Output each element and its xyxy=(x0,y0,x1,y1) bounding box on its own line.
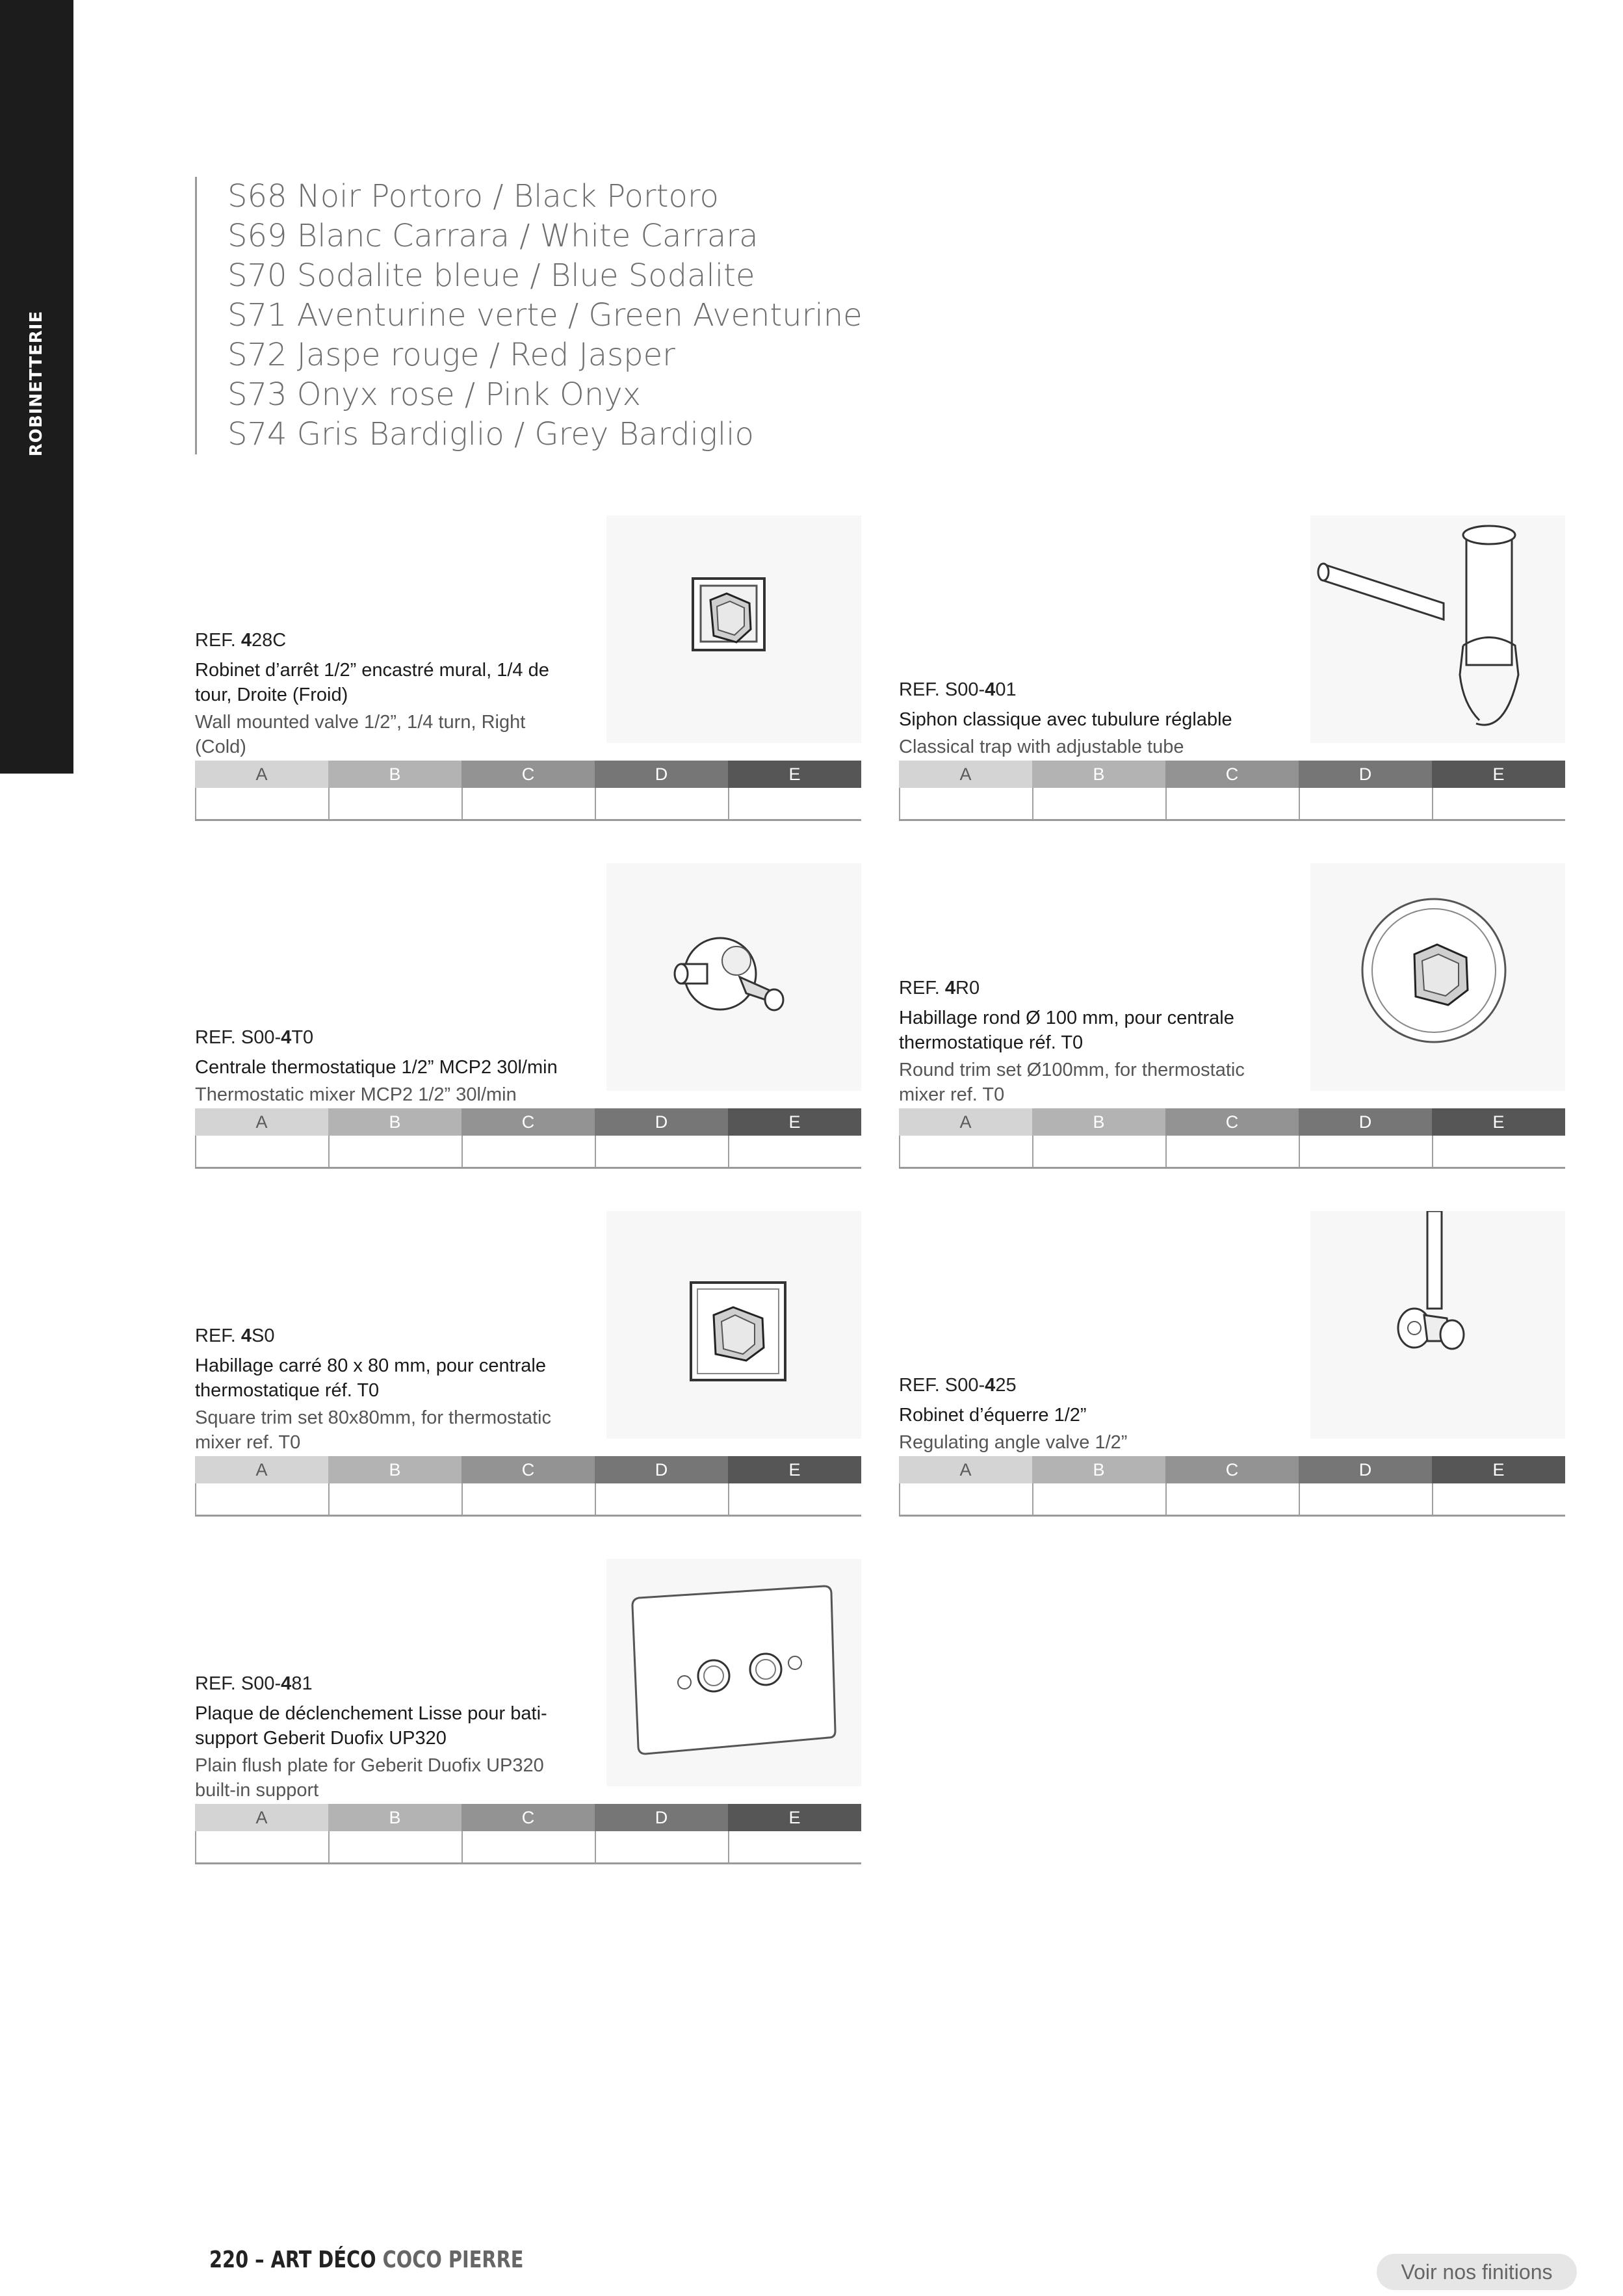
product-card xyxy=(195,515,861,821)
finish-item: S69 Blanc Carrara / White Carrara xyxy=(227,218,759,254)
finish-grid xyxy=(899,1108,1565,1169)
grid-col-a: A xyxy=(195,761,328,788)
finish-grid xyxy=(195,1804,861,1864)
section-tab-label: ROBINETTERIE xyxy=(27,310,46,457)
finish-grid xyxy=(899,761,1565,821)
product-desc-en: Wall mounted valve 1/2”, 1/4 turn, Right (Cold) xyxy=(195,712,526,757)
product-ref: REF. 4S0 xyxy=(195,1325,275,1346)
page-footer xyxy=(209,2247,523,2273)
section-tab xyxy=(0,0,73,774)
grid-col-b: B xyxy=(1032,1108,1165,1136)
product-ref: REF. S00-481 xyxy=(195,1673,313,1694)
grid-col-b: B xyxy=(328,1108,461,1136)
finish-grid xyxy=(899,1456,1565,1517)
grid-col-d: D xyxy=(1299,761,1432,788)
product-text xyxy=(195,630,598,759)
grid-col-c: C xyxy=(1165,761,1299,788)
product-card xyxy=(899,1211,1565,1517)
finishes-list xyxy=(195,177,863,454)
product-image xyxy=(606,1559,861,1786)
product-image xyxy=(1310,863,1565,1091)
grid-row xyxy=(195,1831,861,1864)
product-image xyxy=(606,515,861,743)
grid-col-c: C xyxy=(461,761,595,788)
grid-row xyxy=(899,1483,1565,1517)
grid-col-a: A xyxy=(195,1456,328,1483)
grid-col-a: A xyxy=(899,761,1032,788)
grid-col-b: B xyxy=(328,761,461,788)
product-image xyxy=(1310,515,1565,743)
grid-col-d: D xyxy=(1299,1108,1432,1136)
product-desc-fr: Robinet d’équerre 1/2” xyxy=(899,1405,1087,1426)
grid-col-b: B xyxy=(328,1804,461,1831)
product-text xyxy=(195,1673,598,1803)
grid-row xyxy=(195,1483,861,1517)
grid-col-e: E xyxy=(1432,1456,1565,1483)
product-desc-en: Plain flush plate for Geberit Duofix UP320 built-in support xyxy=(195,1755,544,1801)
finish-item: S72 Jaspe rouge / Red Jasper xyxy=(227,337,675,373)
product-text xyxy=(899,978,1302,1107)
product-ref: REF. 428C xyxy=(195,630,287,651)
grid-col-b: B xyxy=(1032,1456,1165,1483)
grid-col-d: D xyxy=(1299,1456,1432,1483)
grid-col-c: C xyxy=(1165,1456,1299,1483)
product-desc-fr: Centrale thermostatique 1/2” MCP2 30l/min xyxy=(195,1057,558,1078)
grid-col-a: A xyxy=(195,1108,328,1136)
see-finishes-button[interactable]: Voir nos finitions xyxy=(1377,2254,1577,2290)
product-desc-en: Round trim set Ø100mm, for thermostatic mixer ref. T0 xyxy=(899,1060,1245,1105)
product-image xyxy=(1310,1211,1565,1439)
grid-col-e: E xyxy=(1432,1108,1565,1136)
grid-row xyxy=(899,788,1565,821)
finish-grid xyxy=(195,1456,861,1517)
finish-grid xyxy=(195,761,861,821)
grid-row xyxy=(899,1136,1565,1169)
grid-col-d: D xyxy=(595,1804,728,1831)
product-card xyxy=(899,515,1565,821)
product-desc-fr: Robinet d’arrêt 1/2” encastré mural, 1/4 de tour, Droite (Froid) xyxy=(195,660,549,705)
grid-col-d: D xyxy=(595,1108,728,1136)
grid-col-a: A xyxy=(899,1108,1032,1136)
finish-grid xyxy=(195,1108,861,1169)
product-desc-en: Classical trap with adjustable tube xyxy=(899,737,1184,757)
grid-col-a: A xyxy=(899,1456,1032,1483)
footer-page: 220 – ART DÉCO xyxy=(209,2247,376,2273)
product-ref: REF. 4R0 xyxy=(899,978,980,998)
product-image xyxy=(606,863,861,1091)
product-card xyxy=(195,1211,861,1517)
flush-plate-icon xyxy=(606,1559,861,1786)
grid-col-c: C xyxy=(461,1804,595,1831)
product-desc-fr: Habillage carré 80 x 80 mm, pour centrale thermostatique réf. T0 xyxy=(195,1355,546,1401)
grid-col-e: E xyxy=(728,1108,861,1136)
product-image xyxy=(606,1211,861,1439)
product-desc-fr: Plaque de déclenchement Lisse pour bati-support Geberit Duofix UP320 xyxy=(195,1703,547,1749)
product-desc-en: Regulating angle valve 1/2” xyxy=(899,1432,1128,1453)
grid-col-e: E xyxy=(1432,761,1565,788)
product-text xyxy=(899,1375,1302,1455)
round-trim-icon xyxy=(1310,863,1565,1091)
grid-col-c: C xyxy=(1165,1108,1299,1136)
grid-col-b: B xyxy=(1032,761,1165,788)
product-text xyxy=(195,1027,598,1107)
grid-col-e: E xyxy=(728,761,861,788)
product-ref: REF. S00-401 xyxy=(899,679,1017,700)
grid-col-c: C xyxy=(461,1456,595,1483)
square-valve-icon xyxy=(606,515,861,743)
angle-valve-icon xyxy=(1310,1211,1565,1439)
grid-row xyxy=(195,788,861,821)
bottle-trap-icon xyxy=(1310,515,1565,743)
product-ref: REF. S00-4T0 xyxy=(195,1027,314,1048)
product-card xyxy=(195,1559,861,1864)
grid-col-e: E xyxy=(728,1804,861,1831)
finish-item: S71 Aventurine verte / Green Aventurine xyxy=(227,297,863,333)
grid-col-a: A xyxy=(195,1804,328,1831)
footer-brand: COCO PIERRE xyxy=(382,2247,524,2273)
product-card xyxy=(899,863,1565,1169)
finish-item: S73 Onyx rose / Pink Onyx xyxy=(227,376,642,413)
product-desc-en: Thermostatic mixer MCP2 1/2” 30l/min xyxy=(195,1084,517,1105)
product-ref: REF. S00-425 xyxy=(899,1375,1017,1396)
product-desc-fr: Habillage rond Ø 100 mm, pour centrale thermostatique réf. T0 xyxy=(899,1008,1234,1053)
thermostatic-mixer-icon xyxy=(606,863,861,1091)
finish-item: S74 Gris Bardiglio / Grey Bardiglio xyxy=(227,416,754,452)
product-text xyxy=(899,679,1302,759)
grid-col-d: D xyxy=(595,761,728,788)
finish-item: S68 Noir Portoro / Black Portoro xyxy=(227,178,719,215)
product-desc-fr: Siphon classique avec tubulure réglable xyxy=(899,709,1232,730)
product-desc-en: Square trim set 80x80mm, for thermostatic mixer ref. T0 xyxy=(195,1407,551,1453)
grid-col-b: B xyxy=(328,1456,461,1483)
grid-col-e: E xyxy=(728,1456,861,1483)
grid-col-d: D xyxy=(595,1456,728,1483)
product-card xyxy=(195,863,861,1169)
grid-col-c: C xyxy=(461,1108,595,1136)
square-trim-icon xyxy=(606,1211,861,1439)
product-text xyxy=(195,1325,598,1455)
grid-row xyxy=(195,1136,861,1169)
finish-item: S70 Sodalite bleue / Blue Sodalite xyxy=(227,257,755,294)
